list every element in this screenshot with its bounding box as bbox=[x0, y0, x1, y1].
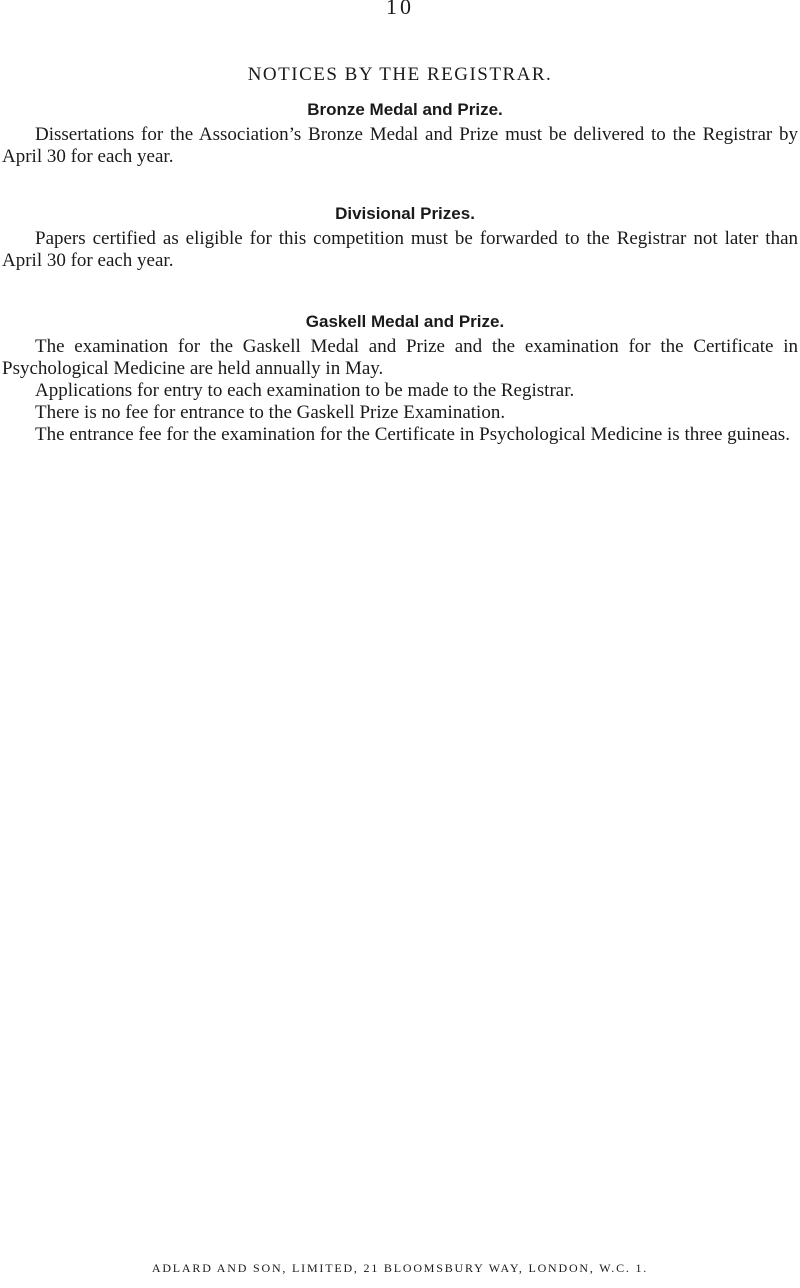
section-heading: Divisional Prizes. bbox=[335, 204, 475, 223]
page-title: NOTICES BY THE REGISTRAR. bbox=[247, 64, 553, 85]
paragraph: The entrance fee for the examination for the Certificate in Psychological Medicine is three guineas. bbox=[35, 424, 790, 445]
paragraph: The examination for the Gaskell Medal and Prize and the examination for the Certificate in Psychological Medicine are held annually in May. bbox=[2, 336, 798, 379]
section-heading: Bronze Medal and Prize. bbox=[307, 100, 503, 119]
paragraph: Papers certified as eligible for this competition must be forwarded to the Registrar not later than April 30 for each year. bbox=[2, 228, 798, 271]
section-divisional-prizes bbox=[0, 204, 800, 272]
section-gaskell-medal bbox=[0, 312, 800, 446]
printer-imprint: ADLARD AND SON, LIMITED, 21 BLOOMSBURY WAY, LONDON, W.C. 1. bbox=[151, 1261, 649, 1275]
paragraph: There is no fee for entrance to the Gaskell Prize Examination. bbox=[35, 402, 506, 423]
section-heading: Gaskell Medal and Prize. bbox=[305, 312, 505, 331]
section-bronze-medal bbox=[0, 100, 800, 168]
page-number: 10 bbox=[386, 0, 414, 19]
paragraph: Dissertations for the Association’s Bronze Medal and Prize must be delivered to the Registrar by April 30 for each year. bbox=[2, 124, 798, 167]
paragraph: Applications for entry to each examination to be made to the Registrar. bbox=[35, 380, 575, 401]
